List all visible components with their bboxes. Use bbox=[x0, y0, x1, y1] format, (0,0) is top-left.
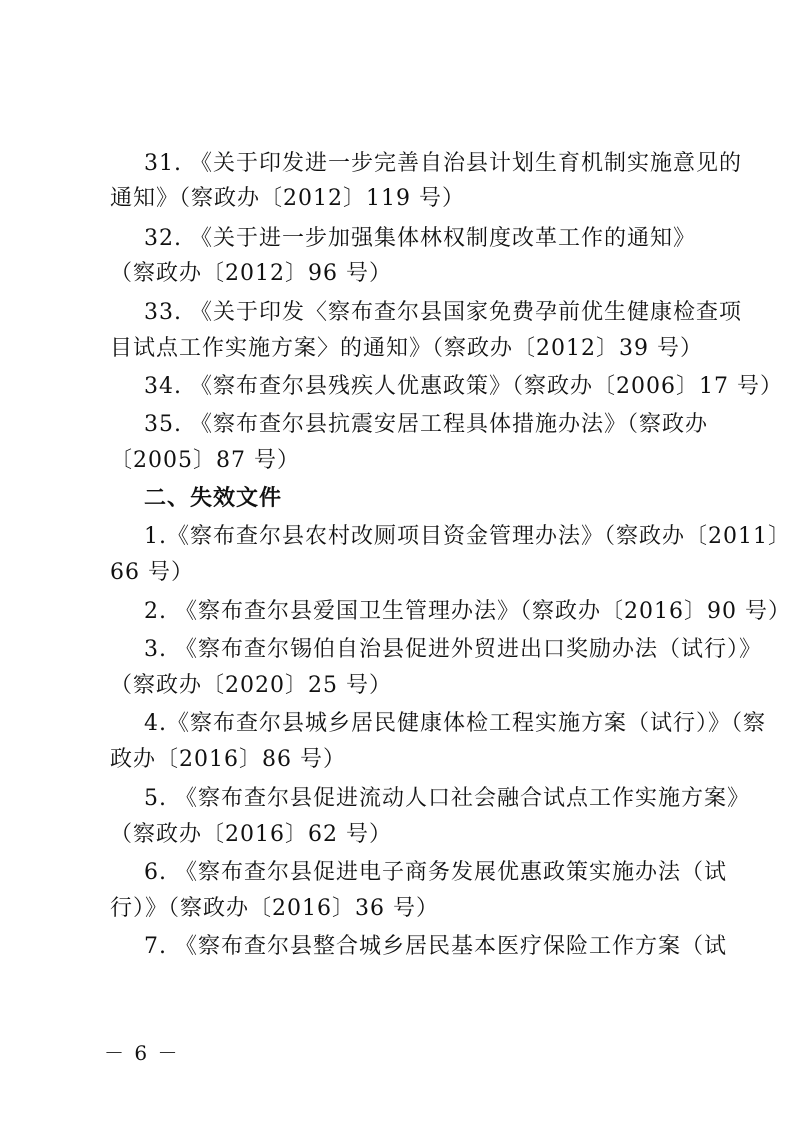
item-32-line-2: （察政办〔2012〕96 号） bbox=[110, 261, 392, 286]
item-31-line-1: 31. 《关于印发进一步完善自治县计划生育机制实施意见的 bbox=[144, 151, 742, 176]
item-33-line-1: 33. 《关于印发〈察布查尔县国家免费孕前优生健康检查项 bbox=[144, 300, 742, 325]
invalid-item-6-line-2: 行）》（察政办〔2016〕36 号） bbox=[110, 896, 439, 921]
invalid-item-2-line-1: 2. 《察布查尔县爱国卫生管理办法》（察政办〔2016〕90 号） bbox=[144, 599, 791, 624]
item-35-line-1: 35. 《察布查尔县抗震安居工程具体措施办法》（察政办 bbox=[144, 412, 708, 437]
item-31-line-2: 通知》（察政办〔2012〕119 号） bbox=[110, 186, 465, 211]
item-35-line-2: 〔2005〕87 号） bbox=[110, 448, 300, 473]
invalid-item-1-line-1: 1.《察布查尔县农村改厕项目资金管理办法》（察政办〔2011〕 bbox=[144, 524, 791, 549]
invalid-item-3-line-1: 3. 《察布查尔锡伯自治县促进外贸进出口奖励办法（试行）》 bbox=[144, 637, 762, 662]
page-number: － 6 － bbox=[104, 1041, 180, 1065]
invalid-item-4-line-2: 政办〔2016〕86 号） bbox=[110, 747, 346, 772]
invalid-item-3-line-2: （察政办〔2020〕25 号） bbox=[110, 673, 392, 698]
invalid-item-5-line-2: （察政办〔2016〕62 号） bbox=[110, 822, 392, 847]
invalid-item-1-line-2: 66 号） bbox=[110, 560, 194, 585]
section-heading: 二、失效文件 bbox=[144, 486, 283, 511]
invalid-item-6-line-1: 6. 《察布查尔县促进电子商务发展优惠政策实施办法（试 bbox=[144, 860, 727, 885]
invalid-item-5-line-1: 5. 《察布查尔县促进流动人口社会融合试点工作实施方案》 bbox=[144, 786, 750, 811]
item-33-line-2: 目试点工作实施方案〉的通知》（察政办〔2012〕39 号） bbox=[110, 336, 703, 361]
invalid-item-4-line-1: 4.《察布查尔县城乡居民健康体检工程实施方案（试行）》（察 bbox=[144, 711, 766, 736]
item-32-line-1: 32. 《关于进一步加强集体林权制度改革工作的通知》 bbox=[144, 226, 696, 251]
item-34-line-1: 34. 《察布查尔县残疾人优惠政策》（察政办〔2006〕17 号） bbox=[144, 374, 783, 399]
invalid-item-7-line-1: 7. 《察布查尔县整合城乡居民基本医疗保险工作方案（试 bbox=[144, 934, 727, 959]
